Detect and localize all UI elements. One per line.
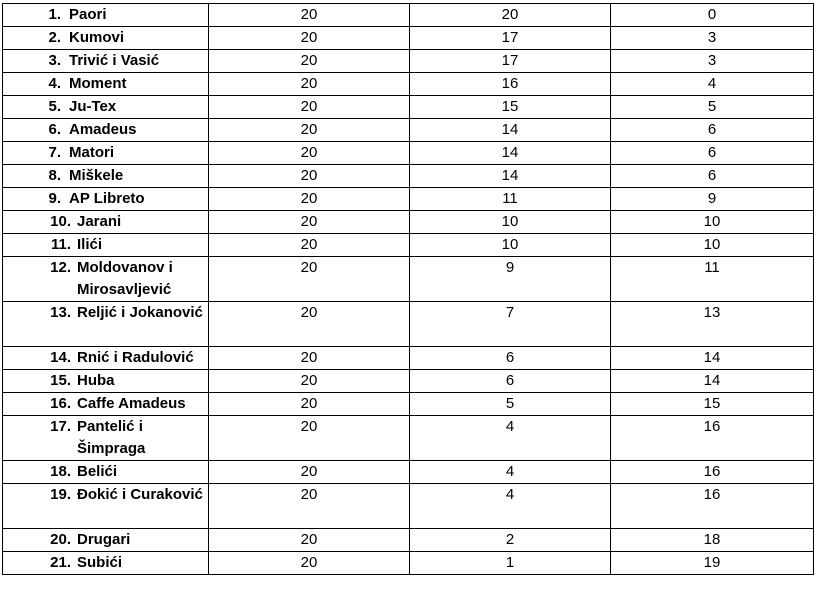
lost-cell: 13 [611, 302, 814, 347]
lost-cell: 10 [611, 234, 814, 257]
team-cell [3, 234, 209, 257]
team-cell [3, 119, 209, 142]
lost-cell: 3 [611, 27, 814, 50]
played-cell: 20 [209, 461, 410, 484]
table-row [3, 393, 814, 416]
played-cell: 20 [209, 416, 410, 461]
team-name: Kumovi [69, 29, 125, 46]
team-name: Ju-Tex [69, 98, 117, 115]
team-cell [3, 529, 209, 552]
team-cell [3, 4, 209, 27]
won-cell: 1 [410, 552, 611, 575]
won-cell: 17 [410, 27, 611, 50]
played-cell: 20 [209, 211, 410, 234]
played-cell: 20 [209, 119, 410, 142]
lost-cell: 6 [611, 165, 814, 188]
lost-cell: 9 [611, 188, 814, 211]
lost-cell: 16 [611, 461, 814, 484]
rank: 4. [48, 75, 61, 92]
played-cell: 20 [209, 370, 410, 393]
team-name: Huba [77, 372, 115, 389]
rank: 1. [48, 6, 61, 23]
team-cell [3, 188, 209, 211]
won-cell: 20 [410, 4, 611, 27]
team-cell [3, 461, 209, 484]
standings-table [2, 3, 814, 575]
team-name: Subići [77, 554, 123, 571]
lost-cell: 18 [611, 529, 814, 552]
team-name: Miškele [69, 167, 124, 184]
lost-cell: 6 [611, 119, 814, 142]
played-cell: 20 [209, 165, 410, 188]
rank: 13. [50, 304, 71, 321]
played-cell: 20 [209, 188, 410, 211]
table-row [3, 165, 814, 188]
rank: 8. [48, 167, 61, 184]
table-row [3, 302, 814, 347]
rank: 7. [48, 144, 61, 161]
lost-cell: 6 [611, 142, 814, 165]
played-cell: 20 [209, 347, 410, 370]
team-name: Matori [69, 144, 114, 161]
rank: 14. [50, 349, 71, 366]
team-name: Drugari [77, 531, 131, 548]
won-cell: 5 [410, 393, 611, 416]
played-cell: 20 [209, 142, 410, 165]
team-name: Moment [69, 75, 127, 92]
standings-body [3, 4, 814, 575]
won-cell: 14 [410, 165, 611, 188]
rank: 18. [50, 463, 71, 480]
rank: 12. [50, 259, 71, 276]
team-cell [3, 27, 209, 50]
played-cell: 20 [209, 96, 410, 119]
played-cell: 20 [209, 484, 410, 529]
team-name: Amadeus [69, 121, 137, 138]
won-cell: 14 [410, 142, 611, 165]
rank: 15. [50, 372, 71, 389]
table-row [3, 119, 814, 142]
played-cell: 20 [209, 27, 410, 50]
rank: 3. [48, 52, 61, 69]
rank: 19. [50, 486, 71, 503]
team-cell [3, 484, 209, 529]
rank: 2. [48, 29, 61, 46]
lost-cell: 16 [611, 484, 814, 529]
table-row [3, 96, 814, 119]
team-cell [3, 96, 209, 119]
lost-cell: 14 [611, 370, 814, 393]
lost-cell: 11 [611, 257, 814, 302]
table-row [3, 347, 814, 370]
lost-cell: 16 [611, 416, 814, 461]
table-row [3, 461, 814, 484]
won-cell: 15 [410, 96, 611, 119]
team-name: Ilići [77, 236, 103, 253]
team-cell [3, 552, 209, 575]
team-cell [3, 370, 209, 393]
lost-cell: 4 [611, 73, 814, 96]
lost-cell: 14 [611, 347, 814, 370]
won-cell: 10 [410, 211, 611, 234]
rank: 20. [50, 531, 71, 548]
table-row [3, 529, 814, 552]
played-cell: 20 [209, 234, 410, 257]
team-cell [3, 416, 209, 461]
lost-cell: 10 [611, 211, 814, 234]
team-name: AP Libreto [69, 190, 145, 207]
team-cell [3, 73, 209, 96]
won-cell: 6 [410, 347, 611, 370]
won-cell: 6 [410, 370, 611, 393]
played-cell: 20 [209, 302, 410, 347]
won-cell: 4 [410, 416, 611, 461]
lost-cell: 19 [611, 552, 814, 575]
rank: 5. [48, 98, 61, 115]
played-cell: 20 [209, 529, 410, 552]
team-name: Caffe Amadeus [77, 395, 186, 412]
team-cell [3, 393, 209, 416]
team-cell [3, 142, 209, 165]
won-cell: 4 [410, 461, 611, 484]
team-name: Reljić i Jokanović [77, 304, 203, 321]
table-row [3, 234, 814, 257]
table-row [3, 370, 814, 393]
table-row [3, 27, 814, 50]
lost-cell: 15 [611, 393, 814, 416]
lost-cell: 0 [611, 4, 814, 27]
table-row [3, 257, 814, 302]
team-cell [3, 165, 209, 188]
rank: 9. [48, 190, 61, 207]
team-cell [3, 50, 209, 73]
rank: 17. [50, 418, 71, 435]
team-name: Paori [69, 6, 107, 23]
played-cell: 20 [209, 393, 410, 416]
played-cell: 20 [209, 257, 410, 302]
won-cell: 7 [410, 302, 611, 347]
played-cell: 20 [209, 50, 410, 73]
team-name: Jarani [77, 213, 122, 230]
won-cell: 10 [410, 234, 611, 257]
rank: 16. [50, 395, 71, 412]
table-row [3, 4, 814, 27]
lost-cell: 5 [611, 96, 814, 119]
won-cell: 11 [410, 188, 611, 211]
team-name: Moldovanov i Mirosavljević [77, 259, 173, 298]
table-row [3, 211, 814, 234]
team-name: Belići [77, 463, 118, 480]
table-row [3, 188, 814, 211]
team-name: Đokić i Curaković [77, 486, 203, 503]
team-cell [3, 257, 209, 302]
table-row [3, 552, 814, 575]
team-cell [3, 302, 209, 347]
team-name: Rnić i Radulović [77, 349, 194, 366]
team-name: Pantelić i Šimpraga [77, 418, 146, 457]
team-cell [3, 347, 209, 370]
team-cell [3, 211, 209, 234]
table-row [3, 416, 814, 461]
won-cell: 9 [410, 257, 611, 302]
won-cell: 4 [410, 484, 611, 529]
won-cell: 14 [410, 119, 611, 142]
rank: 11. [50, 236, 71, 253]
won-cell: 2 [410, 529, 611, 552]
rank: 21. [50, 554, 71, 571]
table-row [3, 142, 814, 165]
lost-cell: 3 [611, 50, 814, 73]
table-row [3, 73, 814, 96]
table-row [3, 50, 814, 73]
played-cell: 20 [209, 4, 410, 27]
table-row [3, 484, 814, 529]
won-cell: 16 [410, 73, 611, 96]
team-name: Trivić i Vasić [69, 52, 160, 69]
played-cell: 20 [209, 552, 410, 575]
rank: 10. [50, 213, 71, 230]
rank: 6. [48, 121, 61, 138]
won-cell: 17 [410, 50, 611, 73]
played-cell: 20 [209, 73, 410, 96]
